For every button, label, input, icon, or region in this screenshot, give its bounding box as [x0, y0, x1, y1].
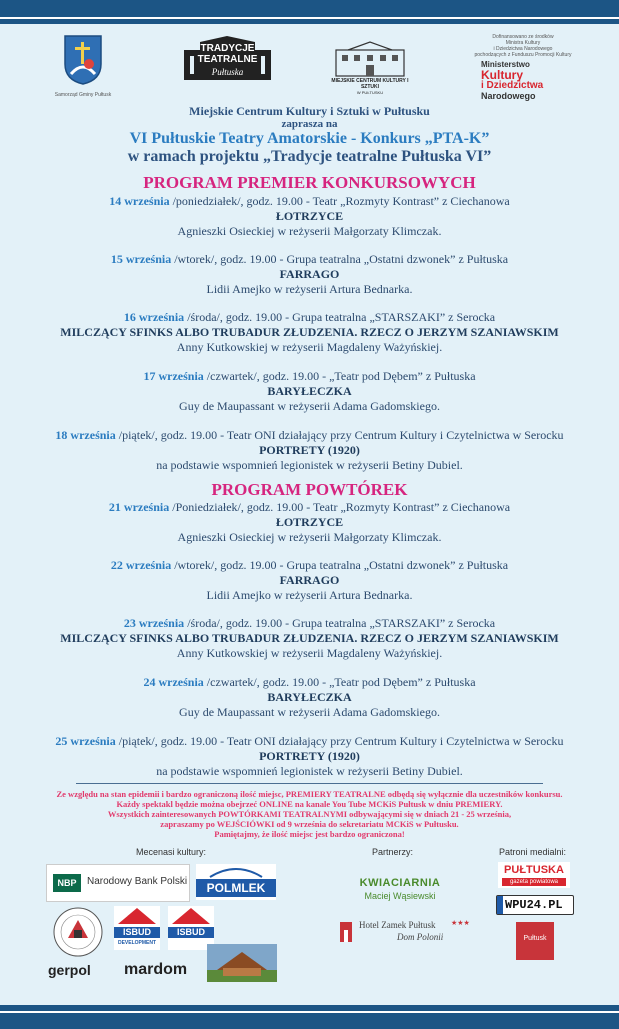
gerpol-logo: gerpol — [48, 962, 91, 978]
wpu24-name: WPU24.PL — [505, 898, 563, 912]
event-author: Lidii Amejko w reżyserii Artura Bednarka. — [206, 588, 413, 602]
premiere-event-2 — [0, 252, 619, 297]
event-play: PORTRETY (1920) — [259, 749, 360, 763]
header-project: w ramach projektu „Tradycje teatralne Pułtuska VI” — [127, 148, 492, 165]
house-icon — [168, 906, 214, 926]
polmlek-name: POLMLEK — [196, 879, 276, 897]
repeat-event-1 — [0, 500, 619, 545]
pultusk-tile-text: Pułtusk — [523, 935, 547, 942]
hotel-stars: ★★★ — [451, 919, 470, 927]
event-line — [0, 500, 619, 515]
ministry-logo — [471, 34, 575, 101]
event-date: 16 września — [123, 310, 185, 324]
premiere-event-5 — [0, 428, 619, 473]
ministry-note-2: Ministra Kultury — [505, 40, 541, 46]
pultuska-name: PUŁTUSKA — [504, 864, 564, 876]
event-author: Lidii Amejko w reżyserii Artura Bednarka. — [206, 282, 413, 296]
event-play: BARYŁECZKA — [267, 384, 352, 398]
event-date: 17 września — [143, 369, 204, 383]
mckis-building-icon — [334, 40, 406, 78]
gmina-logo — [52, 34, 114, 98]
event-info: /piątek/, godz. 19.00 - Teatr ONI działający przy Centrum Kultury i Czytelnictwa w Serocku — [115, 734, 564, 748]
header-title: VI Pułtuskie Teatry Amatorskie - Konkurs „PTA-K” — [129, 130, 490, 147]
hotel-sub: Dom Polonii — [397, 932, 444, 942]
ministry-brand-2: Kultury — [481, 68, 523, 82]
partnerzy-label: Partnerzy: — [372, 847, 414, 857]
premiere-event-1 — [0, 194, 619, 239]
header-org: Miejskie Centrum Kultury i Sztuki w Pułtusku — [189, 104, 430, 118]
pultuska-sub: gazeta powiatowa — [502, 878, 566, 886]
event-play: BARYŁECZKA — [267, 690, 352, 704]
event-play: FARRAGO — [279, 573, 340, 587]
repeat-event-3 — [0, 616, 619, 661]
event-date: 23 września — [123, 616, 185, 630]
event-info: /wtorek/, godz. 19.00 - Grupa teatralna „Ostatni dzwonek” z Pułtuska — [171, 252, 509, 266]
top-band — [0, 0, 619, 24]
event-line — [0, 310, 619, 325]
tradycje-line2: TEATRALNE — [197, 54, 258, 65]
event-info: /poniedziałek/, godz. 19.00 - Teatr „Rozmyty Kontrast” z Ciechanowa — [169, 194, 510, 208]
event-play: MILCZĄCY SFINKS ALBO TRUBADUR ZŁUDZENIA. RZECZ O JERZYM SZANIAWSKIM — [60, 325, 559, 339]
event-play: MILCZĄCY SFINKS ALBO TRUBADUR ZŁUDZENIA. RZECZ O JERZYM SZANIAWSKIM — [60, 631, 559, 645]
nbp-short: NBP — [53, 874, 81, 892]
gmina-sponsor-seal — [52, 906, 104, 958]
header-invite: zaprasza na — [281, 118, 338, 130]
isbud-name-1: ISBUD — [114, 927, 160, 938]
crest-icon — [63, 34, 103, 86]
plate-eu-strip — [497, 896, 503, 914]
repeat-event-5 — [0, 734, 619, 779]
notice-line-2: Każdy spektakl będzie można obejrzeć ONLINE na kanale You Tube MCKiS Pułtusk w dniu PREMIERY. — [116, 799, 503, 809]
isbud-development-logo — [114, 906, 160, 950]
ministry-brand-1: Ministerstwo — [481, 60, 530, 69]
isbud-name-2: ISBUD — [168, 927, 214, 938]
event-info: /środa/, godz. 19.00 - Grupa teatralna „STARSZAKI” z Serocka — [184, 310, 496, 324]
cottage-photo — [207, 944, 277, 982]
kwiaciarnia-logo: KWIACIARNIA — [359, 877, 441, 889]
repeats-title: PROGRAM POWTÓREK — [211, 480, 408, 499]
event-date: 25 września — [55, 734, 116, 748]
event-play: ŁOTRZYCE — [275, 209, 344, 223]
event-line — [0, 428, 619, 443]
ministry-note-3: i Dziedzictwa Narodowego — [493, 46, 553, 52]
event-date: 24 września — [143, 675, 204, 689]
ministry-note-1: Dofinansowano ze środków — [492, 34, 554, 40]
event-info: /czwartek/, godz. 19.00 - „Teatr pod Dębem” z Pułtuska — [203, 369, 476, 383]
header — [0, 104, 619, 166]
bottom-band — [0, 1005, 619, 1029]
repeat-event-4 — [0, 675, 619, 720]
nbp-logo — [46, 864, 190, 902]
notice-divider — [76, 783, 543, 784]
pultusk-tile-logo — [516, 922, 554, 960]
mardom-logo: mardom — [124, 961, 188, 978]
event-info: /czwartek/, godz. 19.00 - „Teatr pod Dębem” z Pułtuska — [203, 675, 476, 689]
event-author: Agnieszki Osieckiej w reżyserii Małgorzaty Klimczak. — [177, 224, 442, 238]
event-date: 21 września — [108, 500, 170, 514]
event-line — [0, 369, 619, 384]
event-author: Agnieszki Osieckiej w reżyserii Małgorzaty Klimczak. — [177, 530, 442, 544]
event-play: FARRAGO — [279, 267, 340, 281]
logos-row — [0, 34, 619, 104]
event-author: na podstawie wspomnień legionistek w reżyserii Betiny Dubiel. — [156, 458, 463, 472]
wpu24-logo — [496, 895, 574, 915]
event-author: Anny Kutkowskiej w reżyserii Magdaleny Ważyńskiej. — [176, 646, 443, 660]
event-author: Guy de Maupassant w reżyserii Adama Gadomskiego. — [179, 705, 440, 719]
notice — [0, 789, 619, 839]
event-line — [0, 194, 619, 209]
event-date: 14 września — [109, 194, 170, 208]
isbud-sub: DEVELOPMENT — [117, 940, 157, 946]
notice-line-3: Wszystkich zainteresowanych POWTÓRKAMI TEATRALNYMI odbywającymi się w dniach 21 - 25 września, — [107, 809, 512, 819]
repeat-event-2 — [0, 558, 619, 603]
event-line — [0, 252, 619, 267]
mckis-caption: MIEJSKIE CENTRUM KULTURY I SZTUKI — [331, 78, 409, 90]
notice-line-4: zapraszamy po WEJŚCIÓWKI od 9 września do sekretariatu MCKiS w Pułtusku. — [160, 819, 459, 829]
event-line — [0, 616, 619, 631]
mecenasi-label: Mecenasi kultury: — [136, 847, 207, 857]
event-author: Anny Kutkowskiej w reżyserii Magdaleny Ważyńskiej. — [176, 340, 443, 354]
event-line — [0, 675, 619, 690]
event-line — [0, 558, 619, 573]
event-info: /piątek/, godz. 19.00 - Teatr ONI działający przy Centrum Kultury i Czytelnictwa w Serocku — [115, 428, 564, 442]
premieres-title: PROGRAM PREMIER KONKURSOWYCH — [143, 173, 476, 192]
polmlek-logo — [196, 864, 276, 900]
event-date: 15 września — [110, 252, 172, 266]
tradycje-logo — [180, 36, 275, 86]
event-info: /Poniedziałek/, godz. 19.00 - Teatr „Rozmyty Kontrast” z Ciechanowa — [169, 500, 511, 514]
event-author: Guy de Maupassant w reżyserii Adama Gadomskiego. — [179, 399, 440, 413]
hotel-tower-icon — [339, 920, 353, 942]
kwiaciarnia-owner: Maciej Wąsiewski — [364, 891, 436, 901]
tradycje-line3: Pułtuska — [211, 67, 244, 77]
nbp-name: Narodowy Bank Polski — [87, 876, 188, 887]
seal-icon — [52, 906, 104, 958]
event-date: 18 września — [55, 428, 116, 442]
cottage-image — [207, 944, 277, 982]
event-line — [0, 734, 619, 749]
patroni-label: Patroni medialni: — [499, 847, 567, 857]
mckis-logo — [322, 40, 418, 96]
event-play: PORTRETY (1920) — [259, 443, 360, 457]
hotel-logo — [339, 916, 469, 948]
ministry-note-4: pochodzących z Funduszu Promocji Kultury — [474, 52, 572, 58]
house-icon — [114, 906, 160, 926]
event-play: ŁOTRZYCE — [275, 515, 344, 529]
hotel-name: Hotel Zamek Pułtusk — [359, 920, 436, 930]
band-stripe — [0, 1011, 619, 1013]
premiere-event-4 — [0, 369, 619, 414]
premiere-event-3 — [0, 310, 619, 355]
gmina-caption: Samorząd Gminy Pułtusk — [54, 92, 112, 98]
event-info: /wtorek/, godz. 19.00 - Grupa teatralna „Ostatni dzwonek” z Pułtuska — [171, 558, 509, 572]
polmlek-stars-icon — [196, 865, 276, 879]
tradycje-line1: TRADYCJE — [200, 43, 255, 54]
mckis-city: W PUŁTUSKU — [356, 90, 384, 95]
event-info: /środa/, godz. 19.00 - Grupa teatralna „STARSZAKI” z Serocka — [184, 616, 496, 630]
band-stripe — [0, 17, 619, 19]
notice-line-1: Ze względu na stan epidemii i bardzo ograniczoną ilość miejsc, PREMIERY TEATRALNE odbędą się wyłącznie dla uczestników konkursu. — [56, 789, 563, 799]
event-date: 22 września — [110, 558, 172, 572]
event-author: na podstawie wspomnień legionistek w reżyserii Betiny Dubiel. — [156, 764, 463, 778]
notice-line-5: Pamiętajmy, że ilość miejsc jest bardzo ograniczona! — [214, 829, 405, 839]
ministry-brand-3: i Dziedzictwa — [481, 80, 544, 91]
ministry-brand-4: Narodowego — [481, 91, 536, 101]
pultuska-logo — [498, 862, 570, 888]
